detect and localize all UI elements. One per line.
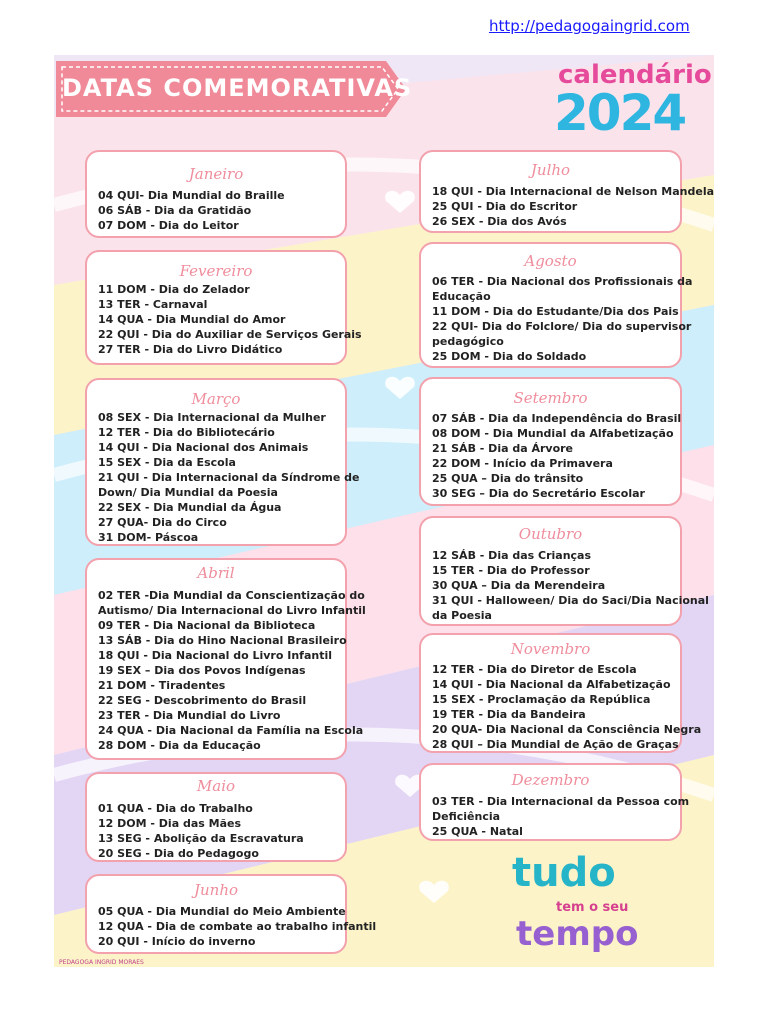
date-entry: 08 SEX - Dia Internacional da Mulher — [98, 411, 326, 424]
date-entry: 13 SEG - Abolição da Escravatura — [98, 832, 304, 845]
author-credit: PEDAGOGA INGRID MORAES — [59, 959, 144, 966]
date-entry: 31 QUI - Halloween/ Dia do Saci/Dia Nacional — [432, 594, 709, 607]
date-entry: 22 QUI - Dia do Auxiliar de Serviços Gerais — [98, 328, 362, 341]
logo-year: 2024 — [554, 84, 686, 142]
date-entry: 18 QUI - Dia Nacional do Livro Infantil — [98, 649, 333, 662]
date-entry: 15 SEX - Proclamação da República — [432, 693, 651, 706]
date-entry: 31 DOM- Páscoa — [98, 531, 199, 544]
date-entry: 28 QUI – Dia Mundial de Ação de Graças — [432, 738, 679, 751]
date-entry: 14 QUA - Dia Mundial do Amor — [98, 313, 286, 326]
date-entry: 27 QUA- Dia do Circo — [98, 516, 227, 529]
date-entry: 25 DOM - Dia do Soldado — [432, 350, 587, 363]
date-entry: 24 QUA - Dia Nacional da Família na Escola — [98, 724, 364, 737]
date-entry: 12 QUA - Dia de combate ao trabalho infantil — [98, 920, 377, 933]
month-title: Novembro — [510, 640, 591, 658]
month-title: Junho — [193, 881, 239, 899]
date-entry: 06 SÁB - Dia da Gratidão — [98, 204, 252, 217]
month-card-abril — [85, 558, 366, 760]
month-card-janeiro — [85, 150, 347, 238]
date-entry: 05 QUA - Dia Mundial do Meio Ambiente — [98, 905, 346, 918]
date-entry: 20 SEG - Dia do Pedagogo — [98, 847, 259, 860]
date-entry: 12 DOM - Dia das Mães — [98, 817, 241, 830]
art-line-1: tudo — [512, 850, 616, 896]
date-entry: Deficiência — [432, 810, 501, 823]
month-title: Setembro — [513, 389, 588, 407]
date-entry: 07 SÁB - Dia da Independência do Brasil — [432, 412, 682, 425]
date-entry: 07 DOM - Dia do Leitor — [98, 219, 239, 232]
date-entry: 13 TER - Carnaval — [98, 298, 208, 311]
date-entry: 21 QUI - Dia Internacional da Síndrome de — [98, 471, 360, 484]
month-card-outubro — [419, 516, 709, 626]
date-entry: 14 QUI - Dia Nacional da Alfabetização — [432, 678, 671, 691]
date-entry: pedagógico — [432, 335, 504, 348]
date-entry: 25 QUA - Natal — [432, 825, 523, 838]
month-title: Outubro — [518, 525, 583, 543]
date-entry: 25 QUA – Dia do trânsito — [432, 472, 584, 485]
date-entry: 26 SEX - Dia dos Avós — [432, 215, 567, 228]
date-entry: 06 TER - Dia Nacional dos Profissionais da — [432, 275, 693, 288]
date-entry: 11 DOM - Dia do Zelador — [98, 283, 250, 296]
date-entry: 01 QUA - Dia do Trabalho — [98, 802, 253, 815]
date-entry: 03 TER - Dia Internacional da Pessoa com — [432, 795, 690, 808]
month-card-dezembro — [419, 763, 690, 841]
date-entry: 25 QUI - Dia do Escritor — [432, 200, 578, 213]
month-title: Maio — [196, 777, 236, 795]
date-entry: 22 SEG - Descobrimento do Brasil — [98, 694, 307, 707]
date-entry: 22 SEX - Dia Mundial da Água — [98, 501, 282, 514]
date-entry: 28 DOM - Dia da Educação — [98, 739, 261, 752]
page-title: DATAS COMEMORATIVAS — [62, 74, 413, 102]
date-entry: Educação — [432, 290, 491, 303]
date-entry: 11 DOM - Dia do Estudante/Dia dos Pais — [432, 305, 679, 318]
date-entry: 13 SÁB - Dia do Hino Nacional Brasileiro — [98, 634, 347, 647]
header-link[interactable]: http://pedagogaingrid.com — [489, 17, 690, 35]
date-entry: Autismo/ Dia Internacional do Livro Infantil — [98, 604, 366, 617]
date-entry: da Poesia — [432, 609, 492, 622]
date-entry: Down/ Dia Mundial da Poesia — [98, 486, 278, 499]
date-entry: 12 TER - Dia do Bibliotecário — [98, 426, 275, 439]
month-card-fevereiro — [85, 250, 362, 365]
month-card-setembro — [419, 377, 682, 506]
date-entry: 14 QUI - Dia Nacional dos Animais — [98, 441, 309, 454]
date-entry: 12 TER - Dia do Diretor de Escola — [432, 663, 637, 676]
month-card-junho — [85, 874, 377, 954]
month-title: Janeiro — [188, 165, 244, 183]
logo-word: calendário — [558, 60, 712, 90]
date-entry: 19 TER - Dia da Bandeira — [432, 708, 586, 721]
month-card-julho — [419, 150, 715, 233]
tudo-tem-o-seu-tempo-art — [512, 850, 642, 960]
date-entry: 23 TER - Dia Mundial do Livro — [98, 709, 281, 722]
date-entry: 21 DOM - Tiradentes — [98, 679, 226, 692]
month-title: Fevereiro — [179, 262, 253, 280]
calendar-2024-logo — [550, 60, 712, 142]
date-entry: 20 QUI - Início do inverno — [98, 935, 256, 948]
date-entry: 30 QUA – Dia da Merendeira — [432, 579, 606, 592]
month-card-agosto — [419, 242, 693, 368]
date-entry: 20 QUA- Dia Nacional da Consciência Negra — [432, 723, 702, 736]
art-line-3: tempo — [516, 914, 639, 954]
date-entry: 22 DOM - Início da Primavera — [432, 457, 613, 470]
month-card-novembro — [419, 633, 702, 753]
date-entry: 04 QUI- Dia Mundial do Braille — [98, 189, 285, 202]
month-title: Abril — [197, 564, 235, 582]
date-entry: 21 SÁB - Dia da Árvore — [432, 442, 574, 455]
month-title: Agosto — [524, 252, 577, 270]
date-entry: 15 SEX - Dia da Escola — [98, 456, 236, 469]
date-entry: 12 SÁB - Dia das Crianças — [432, 549, 592, 562]
month-card-maio — [85, 772, 347, 862]
month-title: Dezembro — [511, 771, 590, 789]
date-entry: 22 QUI- Dia do Folclore/ Dia do supervisor — [432, 320, 692, 333]
date-entry: 27 TER - Dia do Livro Didático — [98, 343, 283, 356]
month-title: Março — [191, 390, 241, 408]
date-entry: 19 SEX – Dia dos Povos Indígenas — [98, 664, 306, 677]
date-entry: 09 TER - Dia Nacional da Biblioteca — [98, 619, 316, 632]
month-title: Julho — [530, 161, 571, 179]
date-entry: 08 DOM - Dia Mundial da Alfabetização — [432, 427, 674, 440]
date-entry: 30 SEG – Dia do Secretário Escolar — [432, 487, 645, 500]
date-entry: 18 QUI - Dia Internacional de Nelson Mandela — [432, 185, 715, 198]
month-card-março — [85, 378, 360, 546]
date-entry: 15 TER - Dia do Professor — [432, 564, 590, 577]
art-line-2: tem o seu — [556, 900, 629, 915]
date-entry: 02 TER -Dia Mundial da Conscientização do — [98, 589, 365, 602]
